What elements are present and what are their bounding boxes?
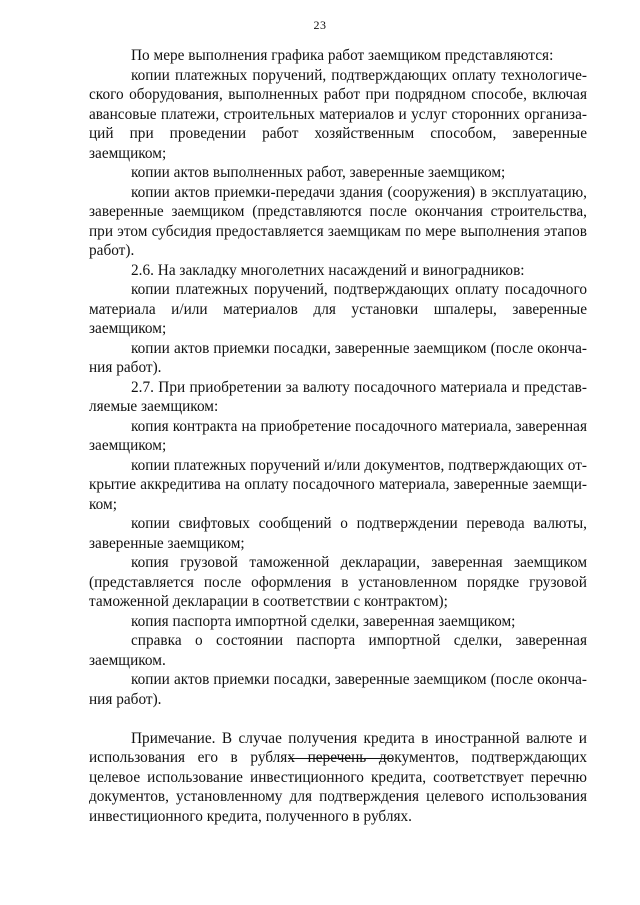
paragraph-intro: По мере выполнения графика работ заемщиком представляются:	[131, 47, 554, 64]
section-heading-2-7: 2.7. При приобретении за валюту посадочного материала и представляемые заемщиком:	[89, 378, 587, 415]
paragraph-letter-of-credit: копии платежных поручений и/или документов, подтверждающих открытие аккредитива на оплату посадочного материала, заверенные заемщиком;	[89, 456, 587, 513]
paragraph-planting-acceptance: копии актов приемки посадки, заверенные заемщиком (после окончания работ).	[89, 339, 587, 376]
paragraph-payment-orders: копии платежных поручений, подтверждающих оплату технологического оборудования, выполненных работ при подрядном способе, включая авансовые платежи, строительных материалов и услуг сторонних организаций при проведении работ хозяйственным способом, заверенные заемщиком;	[89, 66, 587, 162]
paragraph-customs-declaration: копия грузовой таможенной декларации, заверенная заемщиком (представляется после оформления в установленном порядке грузовой таможенной декларации в соответствии с контрактом);	[89, 554, 587, 610]
paragraph-passport-status: справка о состоянии паспорта импортной сделки, заверенная заемщиком.	[89, 632, 587, 669]
paragraph-building-acceptance: копии актов приемки-передачи здания (сооружения) в эксплуатацию, заверенные заемщиком (представляются после окончания строительства, при этом субсидия предоставляется заемщикам по мере выполнения этапов работ).	[89, 183, 587, 259]
closing-divider	[288, 758, 392, 759]
paragraph-swift-messages: копии свифтовых сообщений о подтверждении перевода валюты, заверенные заемщиком;	[89, 515, 587, 552]
paragraph-contract-copy: копия контракта на приобретение посадочного материала, заверенная заемщиком;	[89, 417, 587, 454]
document-body	[89, 46, 587, 826]
paragraph-final-acceptance: копии актов приемки посадки, заверенные заемщиком (после окончания работ).	[89, 671, 587, 708]
paragraph-import-passport: копия паспорта импортной сделки, заверенная заемщиком;	[131, 612, 516, 630]
paragraph-work-acts: копии актов выполненных работ, заверенные заемщиком;	[131, 164, 506, 181]
note-paragraph: Примечание. В случае получения кредита в иностранной валюте и использования его в рублях перечень документов, подтверждающих целевое использование инвестиционного кредита, соответствует перечню документов, установленному для подтверждения целевого использования инвестиционного кредита, полученного в рублях.	[89, 729, 587, 825]
page-number: 23	[313, 18, 327, 32]
section-heading-2-6: 2.6. На закладку многолетних насаждений и виноградников:	[131, 261, 525, 279]
paragraph-planting-payments: копии платежных поручений, подтверждающих оплату посадочного материала и/или материалов для установки шпалеры, заверенные заемщиком;	[89, 281, 587, 337]
